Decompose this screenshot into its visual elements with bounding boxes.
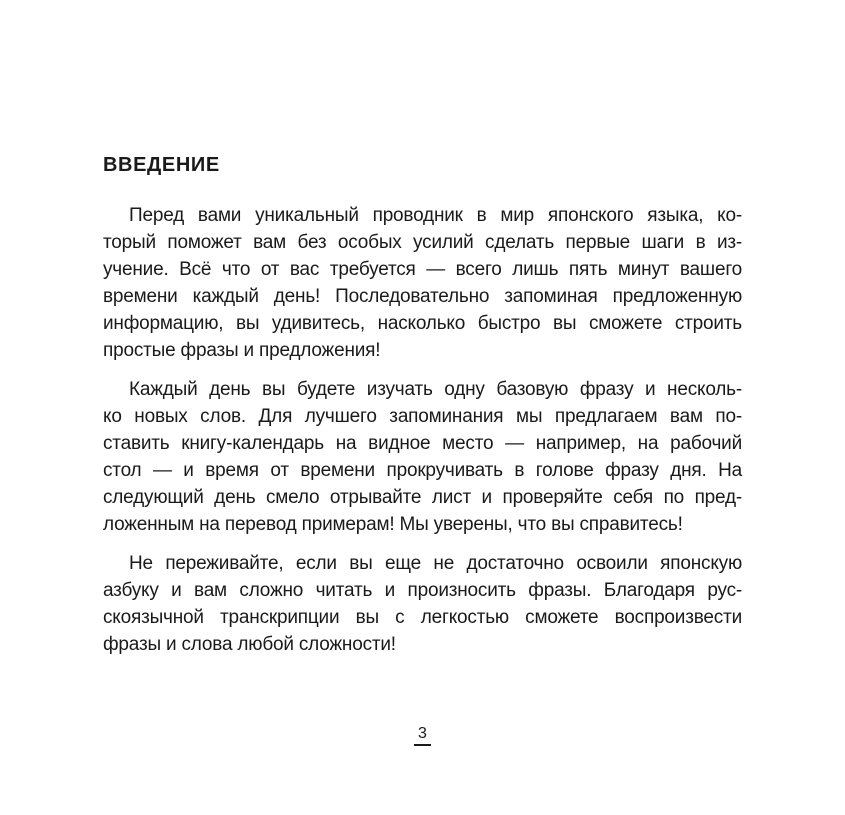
text-line: ставить книгу-календарь на видное место — например, на рабочий: [103, 433, 742, 454]
text-line: ко новых слов. Для лучшего запоминания мы предлагаем вам по-: [103, 406, 742, 427]
text-line: Не переживайте, если вы еще не достаточно освоили японскую: [129, 553, 742, 574]
page-footer: [0, 725, 845, 746]
text-line: торый поможет вам без особых усилий сделать первые шаги в из-: [103, 232, 742, 253]
paragraph: [103, 376, 742, 538]
paragraph: [103, 550, 742, 658]
text-line: информацию, вы удивитесь, насколько быстро вы сможете строить: [103, 313, 742, 334]
paragraph: [103, 202, 742, 364]
text-line: ложенным на перевод примерам! Мы уверены, что вы справитесь!: [103, 514, 683, 535]
text-line: времени каждый день! Последовательно запоминая предложенную: [103, 286, 742, 307]
text-line: скоязычной транскрипции вы с легкостью сможете воспроизвести: [103, 607, 742, 628]
page-title: ВВЕДЕНИЕ: [103, 154, 220, 177]
text-line: Каждый день вы будете изучать одну базовую фразу и несколь-: [129, 379, 742, 400]
text-line: следующий день смело отрывайте лист и проверяйте себя по пред-: [103, 487, 742, 508]
text-line: стол — и время от времени прокручивать в голове фразу дня. На: [103, 460, 742, 481]
text-line: азбуку и вам сложно читать и произносить фразы. Благодаря рус-: [103, 580, 742, 601]
text-line: учение. Всё что от вас требуется — всего лишь пять минут вашего: [103, 259, 742, 280]
text-line: фразы и слова любой сложности!: [103, 634, 396, 655]
text-line: простые фразы и предложения!: [103, 340, 381, 361]
body-text: [103, 202, 742, 670]
page-number: 3: [414, 725, 431, 746]
text-line: Перед вами уникальный проводник в мир японского языка, ко-: [129, 205, 742, 226]
